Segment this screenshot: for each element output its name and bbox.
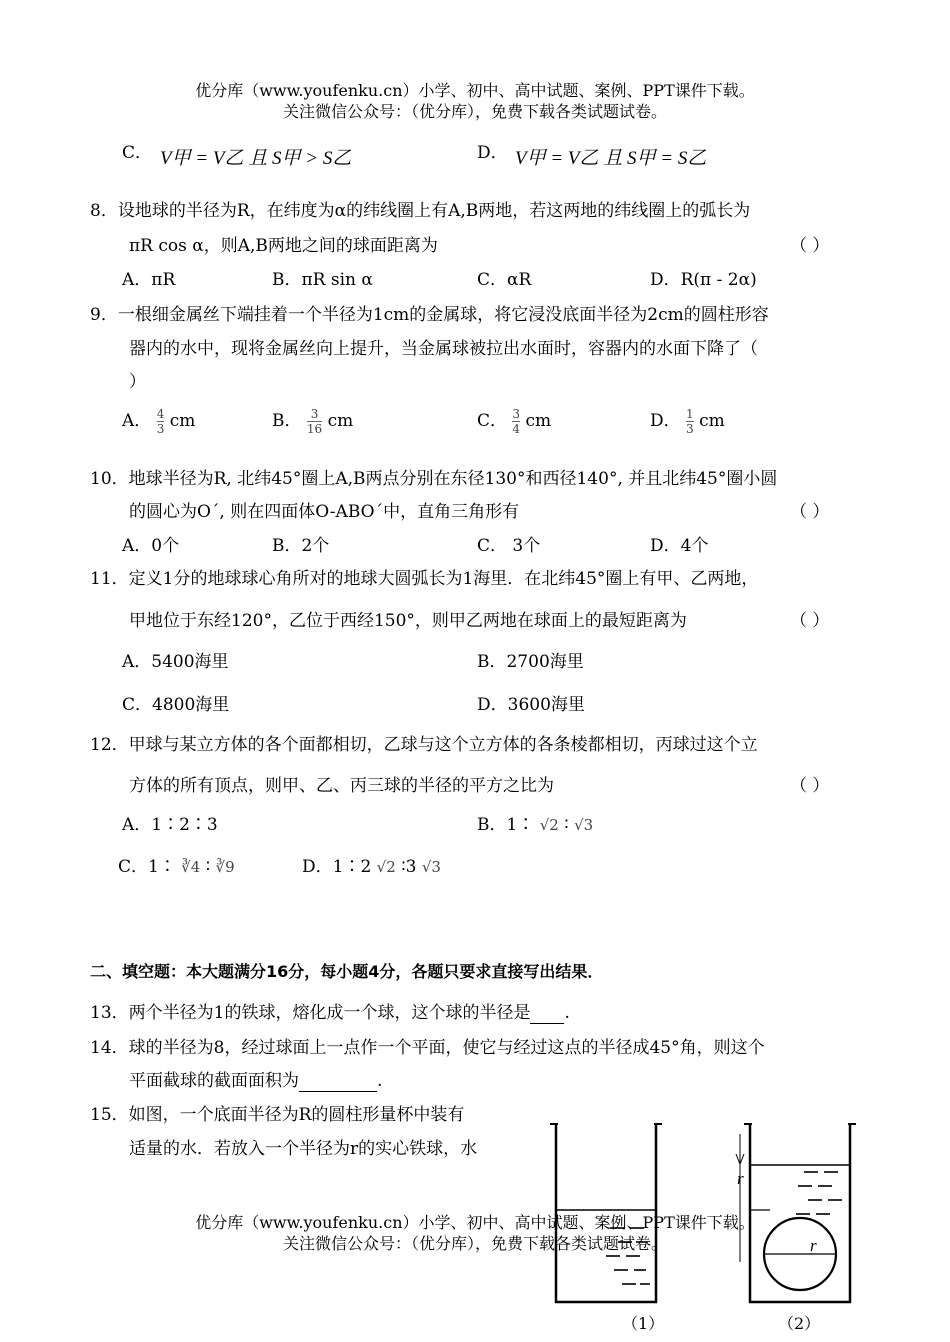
q7-option-c-expr: V甲 = V乙 且 S甲 > S乙 xyxy=(160,148,352,169)
q9-option-b: B． $\frac{3}{16}$ cm xyxy=(272,407,354,436)
q10-line-1: 10．地球半径为R, 北纬45°圈上A,B两点分别在东径130°和西径140°, 并且北纬45°圈小圆 xyxy=(90,469,778,489)
section-2-title: 二、填空题：本大题满分16分，每小题4分，各题只要求直接写出结果． xyxy=(90,962,604,981)
q12-line-2: 方体的所有顶点，则甲、乙、丙三球的半径的平方之比为 xyxy=(129,776,554,796)
q11-option-c: C．4800海里 xyxy=(122,695,230,715)
q8-option-d: D．R(π - 2α) xyxy=(650,270,757,290)
q10-option-b: B．2个 xyxy=(272,536,330,556)
fraction: $\frac{3}{4}$ xyxy=(512,407,521,436)
q9-line-2: 器内的水中，现将金属丝向上提升，当金属球被拉出水面时，容器内的水面下降了（ xyxy=(129,339,758,359)
q7-option-d-label: D． xyxy=(477,143,508,163)
q15-line-1: 15．如图，一个底面半径为R的圆柱形量杯中装有 xyxy=(90,1105,465,1125)
q8-option-b: B．πR sin α xyxy=(272,270,373,290)
q12-option-c: C．1∶ ∛4 ∶ ∛9 xyxy=(118,857,235,877)
q11-answer-paren: （ ） xyxy=(790,611,830,631)
q10-answer-paren: （ ） xyxy=(790,502,830,522)
q12-option-b: B．1∶ √2 ∶ √3 xyxy=(477,815,594,835)
q12-option-d: D．1∶2 √2 ∶3 √3 xyxy=(302,857,441,877)
figure-r-mark: r xyxy=(737,1169,744,1188)
q10-option-c: C． 3个 xyxy=(477,536,541,556)
q7-option-d-expr: V甲 = V乙 且 S甲 = S乙 xyxy=(515,148,707,169)
q8-answer-paren: （ ） xyxy=(790,236,830,256)
fraction: $\frac{1}{3}$ xyxy=(686,407,694,436)
q9-option-a: A． $\frac{4}{3}$ cm xyxy=(122,407,196,436)
figure-label-1: （1） xyxy=(622,1314,665,1333)
q11-line-2: 甲地位于东经120°，乙位于西经150°，则甲乙两地在球面上的最短距离为 xyxy=(129,611,687,631)
q9-line-3: ） xyxy=(129,372,146,392)
header-line-2: 关注微信公众号：（优分库），免费下载各类试题试卷。 xyxy=(282,102,667,121)
q10-option-a: A．0个 xyxy=(122,536,180,556)
q8-option-c: C．αR xyxy=(477,270,532,290)
q14-line-1: 14．球的半径为8，经过球面上一点作一个平面，使它与经过这点的半径成45°角，则这个 xyxy=(90,1038,765,1058)
q9-option-d: D． $\frac{1}{3}$ cm xyxy=(650,407,725,436)
fraction: $\frac{4}{3}$ xyxy=(156,407,165,436)
q12-line-1: 12．甲球与某立方体的各个面都相切，乙球与这个立方体的各条棱都相切，丙球过这个立 xyxy=(90,735,758,755)
figure-label-2: （2） xyxy=(778,1314,821,1333)
q8-line-2: πR cos α，则A,B两地之间的球面距离为 xyxy=(129,236,438,256)
answer-blank xyxy=(530,1003,564,1024)
q9-option-c: C． $\frac{3}{4}$ cm xyxy=(477,407,552,436)
q14-line-2: 平面截球的截面面积为 . xyxy=(129,1071,383,1091)
q12-option-a: A．1∶2∶3 xyxy=(122,815,218,835)
q9-line-1: 9．一根细金属丝下端挂着一个半径为1cm的金属球，将它浸没底面半径为2cm的圆柱形容 xyxy=(90,305,769,325)
q8-line-1: 8．设地球的半径为R，在纬度为α的纬线圈上有A,B两地，若这两地的纬线圈上的弧长为 xyxy=(90,201,751,221)
q8-option-a: A．πR xyxy=(122,270,176,290)
q12-answer-paren: （ ） xyxy=(790,776,830,796)
answer-blank xyxy=(299,1071,377,1092)
q10-option-d: D．4个 xyxy=(650,536,709,556)
footer-line-1: 优分库（www.youfenku.cn）小学、初中、高中试题、案例、PPT课件下载。 xyxy=(195,1213,755,1232)
q11-option-b: B．2700海里 xyxy=(477,652,584,672)
footer-line-2: 关注微信公众号：（优分库），免费下载各类试题试卷。 xyxy=(282,1234,667,1253)
q15-line-2: 适量的水．若放入一个半径为r的实心铁球，水 xyxy=(129,1139,478,1159)
q7-option-c-label: C． xyxy=(122,143,153,163)
fraction: $\frac{3}{16}$ xyxy=(306,407,323,436)
q13: 13．两个半径为1的铁球，熔化成一个球，这个球的半径是 . xyxy=(90,1003,570,1023)
q11-option-a: A．5400海里 xyxy=(122,652,229,672)
q11-line-1: 11．定义1分的地球球心角所对的地球大圆弧长为1海里．在北纬45°圈上有甲、乙两地， xyxy=(90,569,759,589)
figure-ball-radius-label: r xyxy=(810,1236,817,1255)
q10-line-2: 的圆心为O´, 则在四面体O-ABO´中，直角三角形有 xyxy=(129,502,520,522)
header-line-1: 优分库（www.youfenku.cn）小学、初中、高中试题、案例、PPT课件下载。 xyxy=(195,81,755,100)
q11-option-d: D．3600海里 xyxy=(477,695,585,715)
